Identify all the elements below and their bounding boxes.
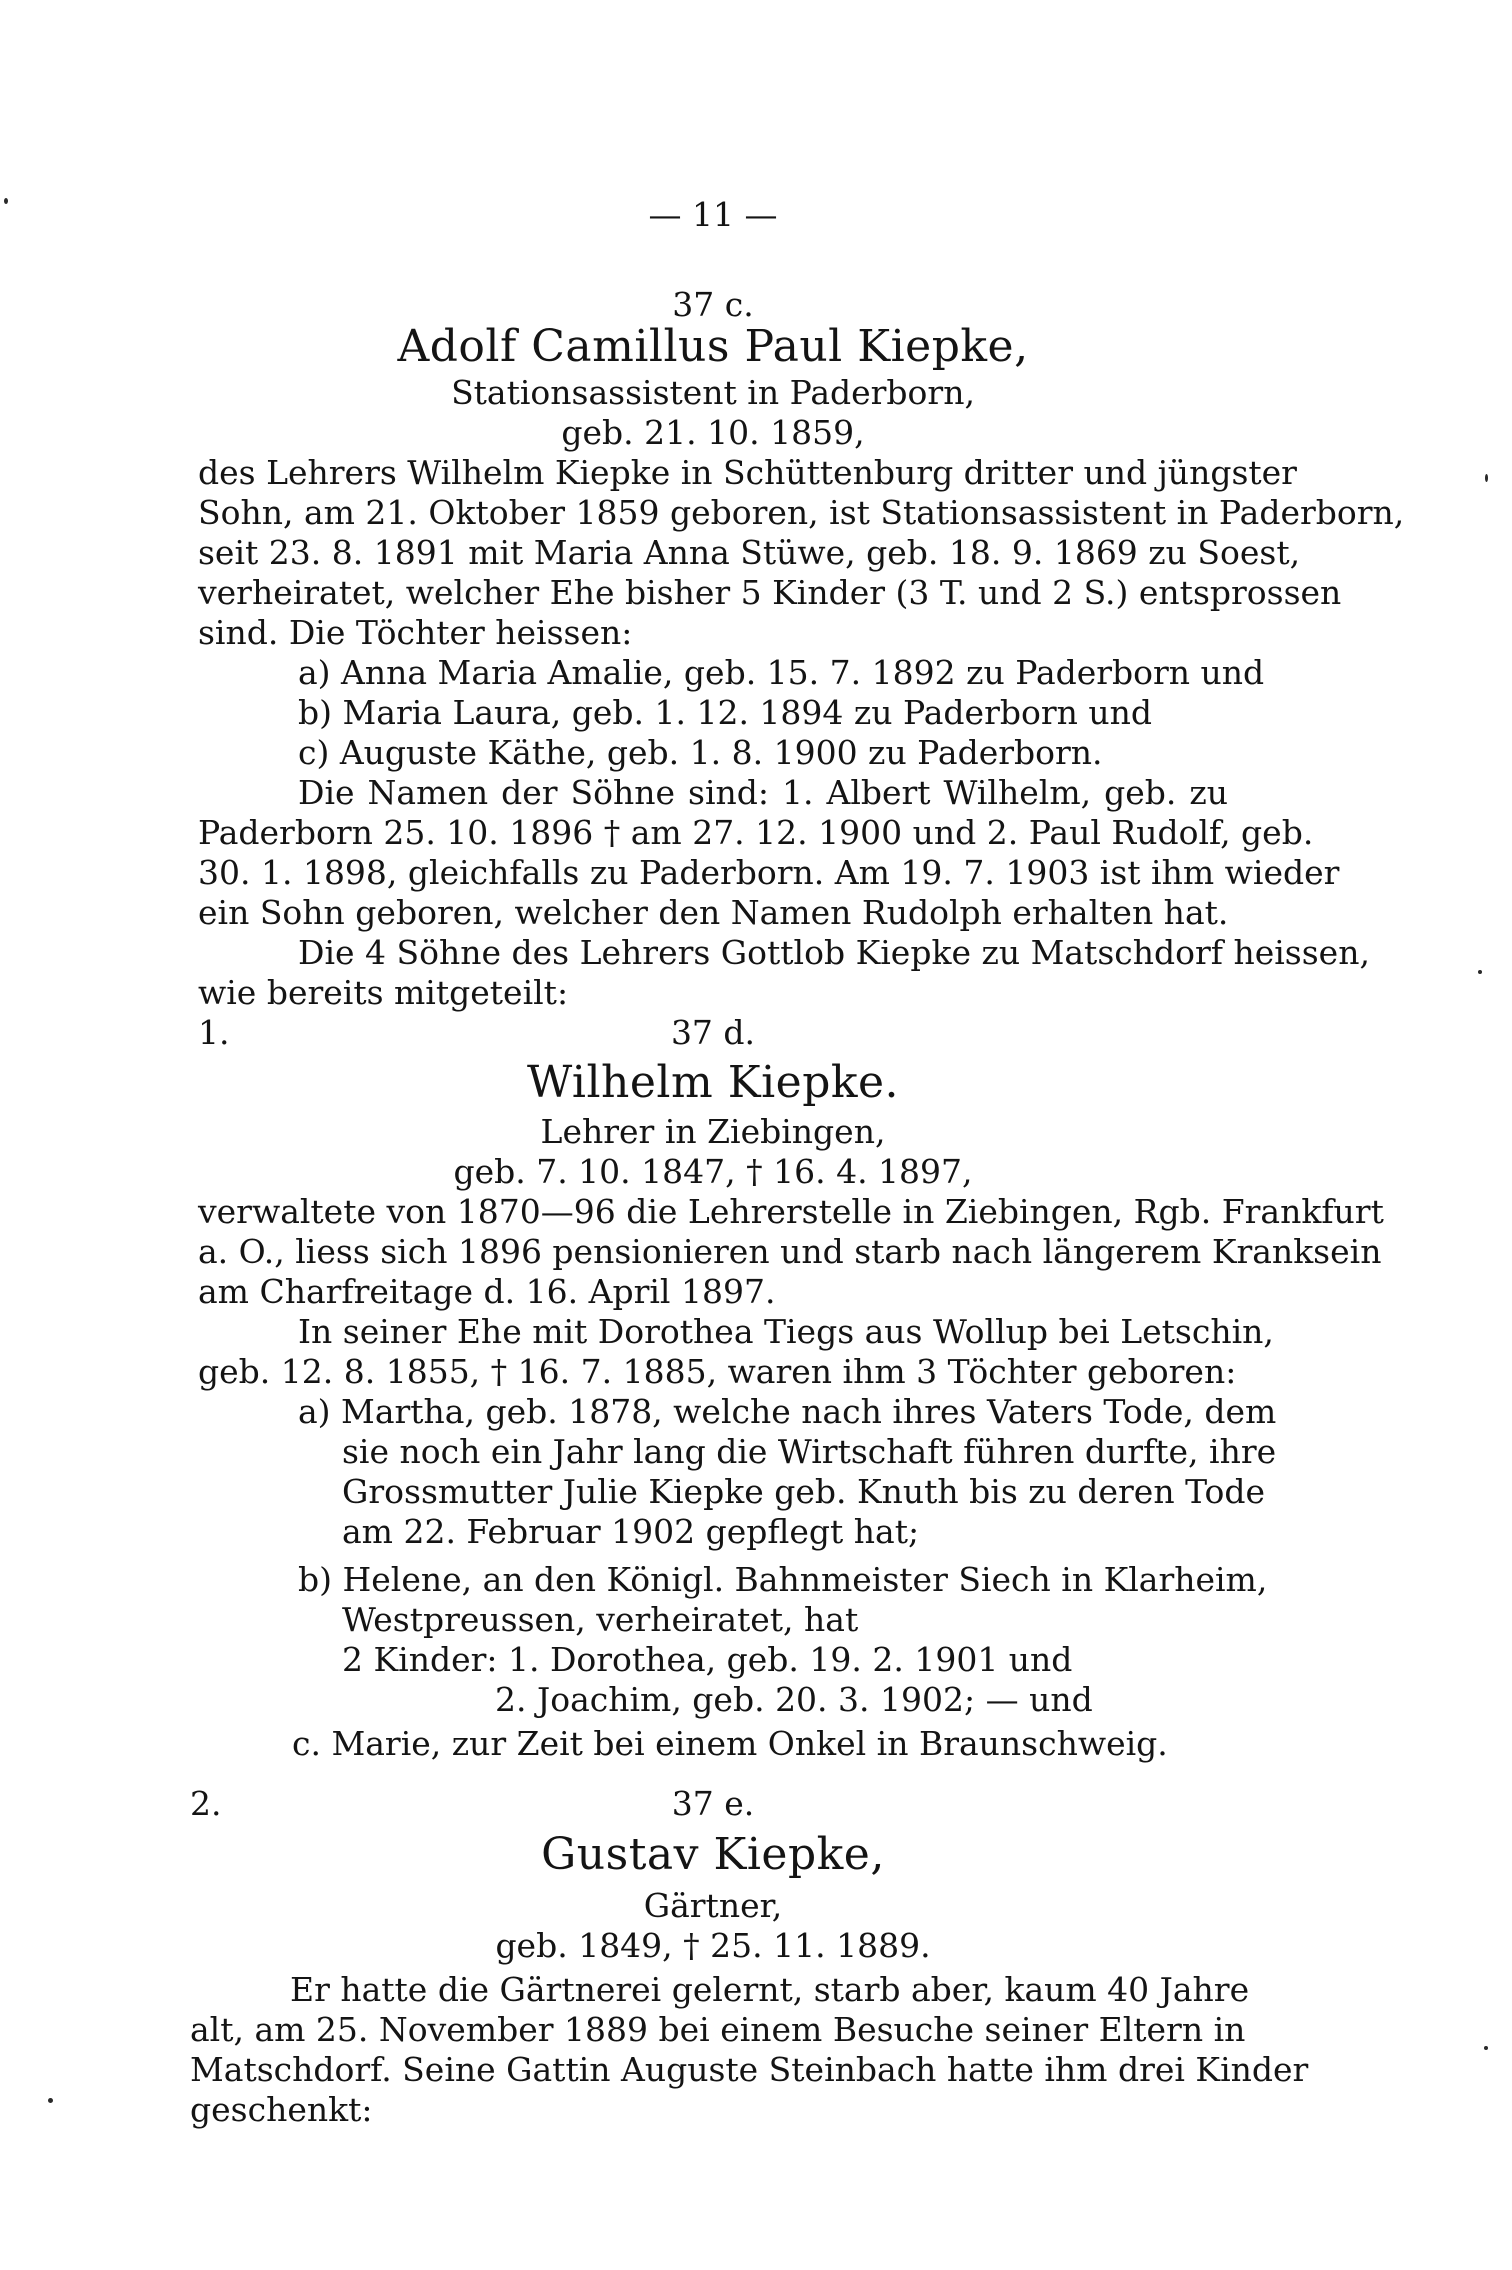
entry-37d-dates: geb. 7. 10. 1847, † 16. 4. 1897, (453, 1152, 973, 1191)
marriage-line: geb. 12. 8. 1855, † 16. 7. 1885, waren ihm 3 Töchter geboren: (198, 1352, 1237, 1391)
daughter-b-line: 2. Joachim, geb. 20. 3. 1902; — und (495, 1680, 1093, 1719)
closing-line: Die 4 Söhne des Lehrers Gottlob Kiepke zu Matschdorf heissen, (298, 933, 1370, 972)
daughter-a: a) Anna Maria Amalie, geb. 15. 7. 1892 zu Paderborn und (298, 653, 1265, 692)
daughter-b-line: 2 Kinder: 1. Dorothea, geb. 19. 2. 1901 und (342, 1640, 1073, 1679)
entry-37d-index: 1. (198, 1013, 230, 1052)
sons-text-line: ein Sohn geboren, welcher den Namen Rudolph erhalten hat. (198, 893, 1229, 932)
page-number: — 11 — (648, 195, 778, 234)
sons-text-line: 30. 1. 1898, gleichfalls zu Paderborn. Am 19. 7. 1903 ist ihm wieder (198, 853, 1340, 892)
daughter-c: c) Auguste Käthe, geb. 1. 8. 1900 zu Paderborn. (298, 733, 1103, 772)
entry-37c-text-line: verheiratet, welcher Ehe bisher 5 Kinder (3 T. und 2 S.) entsprossen (198, 573, 1342, 612)
daughter-a-line: sie noch ein Jahr lang die Wirtschaft führen durfte, ihre (342, 1432, 1277, 1471)
entry-37e-text-line: geschenkt: (190, 2090, 373, 2129)
entry-37e-text-line: alt, am 25. November 1889 bei einem Besuche seiner Eltern in (190, 2010, 1246, 2049)
entry-37d-text-line: am Charfreitage d. 16. April 1897. (198, 1272, 776, 1311)
daughter-a-line: am 22. Februar 1902 gepflegt hat; (342, 1512, 920, 1551)
closing-line: wie bereits mitgeteilt: (198, 973, 569, 1012)
entry-37d-text-line: a. O., liess sich 1896 pensionieren und starb nach längerem Kranksein (198, 1232, 1382, 1271)
scan-speck (1484, 2046, 1488, 2050)
entry-37e-name: Gustav Kiepke, (541, 1829, 885, 1880)
entry-37c-occupation: Stationsassistent in Paderborn, (451, 373, 975, 412)
daughter-c-line: c. Marie, zur Zeit bei einem Onkel in Braunschweig. (292, 1724, 1168, 1763)
daughter-a-line: a) Martha, geb. 1878, welche nach ihres Vaters Tode, dem (298, 1392, 1277, 1431)
sons-text-line: Die Namen der Söhne sind: 1. Albert Wilhelm, geb. zu (298, 773, 1228, 812)
entry-37e-index: 2. (190, 1784, 222, 1823)
entry-37d-occupation: Lehrer in Ziebingen, (540, 1112, 886, 1151)
entry-37c-name: Adolf Camillus Paul Kiepke, (397, 321, 1029, 372)
entry-37e-text-line: Er hatte die Gärtnerei gelernt, starb aber, kaum 40 Jahre (290, 1970, 1250, 2009)
entry-37e-dates: geb. 1849, † 25. 11. 1889. (495, 1926, 931, 1965)
daughter-b-line: Westpreussen, verheiratet, hat (342, 1600, 859, 1639)
scan-speck (4, 198, 8, 204)
scan-speck (48, 2098, 53, 2103)
entry-37d-number: 37 d. (670, 1013, 756, 1052)
scan-speck (1485, 474, 1488, 482)
entry-37e-text-line: Matschdorf. Seine Gattin Auguste Steinbach hatte ihm drei Kinder (190, 2050, 1309, 2089)
entry-37c-dates: geb. 21. 10. 1859, (561, 413, 865, 452)
scan-speck (1478, 970, 1482, 974)
entry-37c-number: 37 c. (672, 285, 754, 324)
entry-37c-text-line: des Lehrers Wilhelm Kiepke in Schüttenburg dritter und jüngster (198, 453, 1297, 492)
entry-37d-text-line: verwaltete von 1870—96 die Lehrerstelle in Ziebingen, Rgb. Frankfurt (198, 1192, 1384, 1231)
entry-37c-text-line: Sohn, am 21. Oktober 1859 geboren, ist Stationsassistent in Paderborn, (198, 493, 1405, 532)
entry-37e-number: 37 e. (671, 1784, 755, 1823)
daughter-b: b) Maria Laura, geb. 1. 12. 1894 zu Paderborn und (298, 693, 1152, 732)
marriage-line: In seiner Ehe mit Dorothea Tiegs aus Wollup bei Letschin, (298, 1312, 1274, 1351)
entry-37c-text-line: sind. Die Töchter heissen: (198, 613, 633, 652)
entry-37e-occupation: Gärtner, (643, 1886, 783, 1925)
daughter-a-line: Grossmutter Julie Kiepke geb. Knuth bis zu deren Tode (342, 1472, 1266, 1511)
sons-text-line: Paderborn 25. 10. 1896 † am 27. 12. 1900 und 2. Paul Rudolf, geb. (198, 813, 1314, 852)
entry-37d-name: Wilhelm Kiepke. (526, 1057, 900, 1108)
daughter-b-line: b) Helene, an den Königl. Bahnmeister Siech in Klarheim, (298, 1560, 1268, 1599)
entry-37c-text-line: seit 23. 8. 1891 mit Maria Anna Stüwe, geb. 18. 9. 1869 zu Soest, (198, 533, 1301, 572)
